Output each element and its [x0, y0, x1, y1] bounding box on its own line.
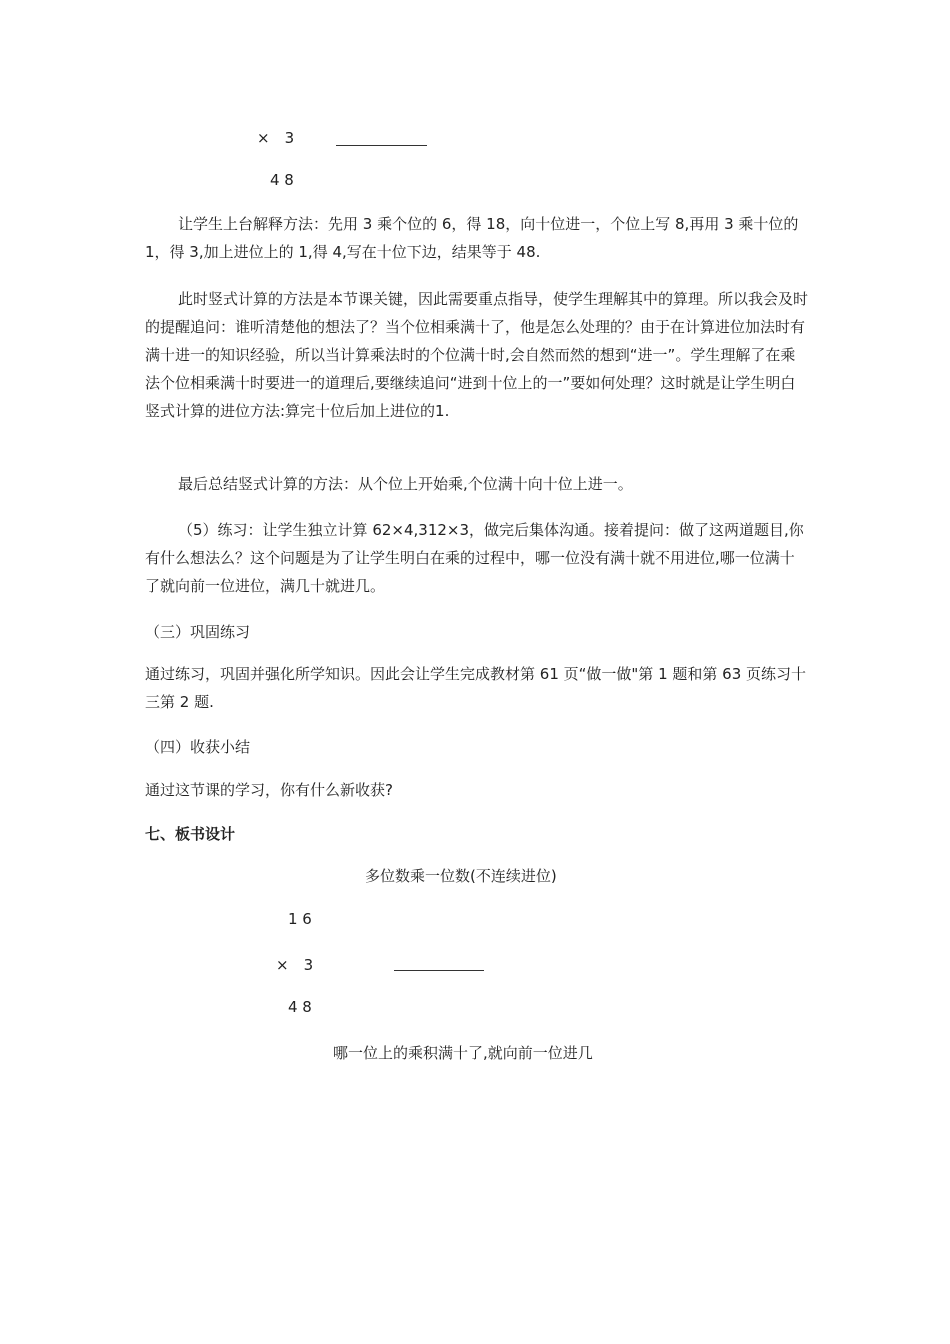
paragraph-practice: （5）练习：让学生独立计算 62×4,312×3，做完后集体沟通。接着提问：做了这两道题目,你有什么想法么？这个问题是为了让学生明白在乘的过程中，哪一位没有满十就不用进位,哪一位满十了就向前一位进位，满几十就进几。 [145, 521, 804, 595]
board-result: 4 8 [288, 998, 312, 1016]
board-top-number: 1 6 [288, 910, 312, 928]
board-section-title: 七、板书设计 [145, 825, 236, 843]
calc-underline [336, 145, 427, 146]
consolidate-title: （三）巩固练习 [145, 623, 251, 641]
board-multiplier-line: × 3 [276, 956, 314, 974]
board-rule-text: 哪一位上的乘积满十了,就向前一位进几 [333, 1044, 593, 1062]
consolidate-body: 通过练习，巩固并强化所学知识。因此会让学生完成教材第 61 页“做一做"第 1 题和第 63 页练习十三第 2 题. [145, 665, 807, 711]
harvest-title: （四）收获小结 [145, 738, 251, 756]
calc-multiplier-line: × 3 [257, 129, 295, 147]
paragraph-summary-method: 最后总结竖式计算的方法：从个位上开始乘,个位满十向十位上进一。 [178, 475, 633, 493]
paragraph-explain: 让学生上台解释方法：先用 3 乘个位的 6，得 18，向十位进一，个位上写 8,再用 3 乘十位的 1，得 3,加上进位上的 1,得 4,写在十位下边，结果等于 48. [145, 215, 799, 261]
board-underline [394, 970, 484, 971]
board-title: 多位数乘一位数(不连续进位) [365, 867, 557, 885]
harvest-body: 通过这节课的学习，你有什么新收获? [145, 781, 393, 799]
paragraph-key-point: 此时竖式计算的方法是本节课关键，因此需要重点指导，使学生理解其中的算理。所以我会及时的提醒追问：谁听清楚他的想法了？当个位相乘满十了，他是怎么处理的？由于在计算进位加法时有满十进一的知识经验，所以当计算乘法时的个位满十时,会自然而然的想到“进一”。学生理解了在乘法个位相乘满十时要进一的道理后,要继续追问“进到十位上的一”要如何处理？这时就是让学生明白竖式计算的进位方法:算完十位后加上进位的1. [145, 290, 809, 420]
calc-result: 4 8 [270, 171, 294, 189]
